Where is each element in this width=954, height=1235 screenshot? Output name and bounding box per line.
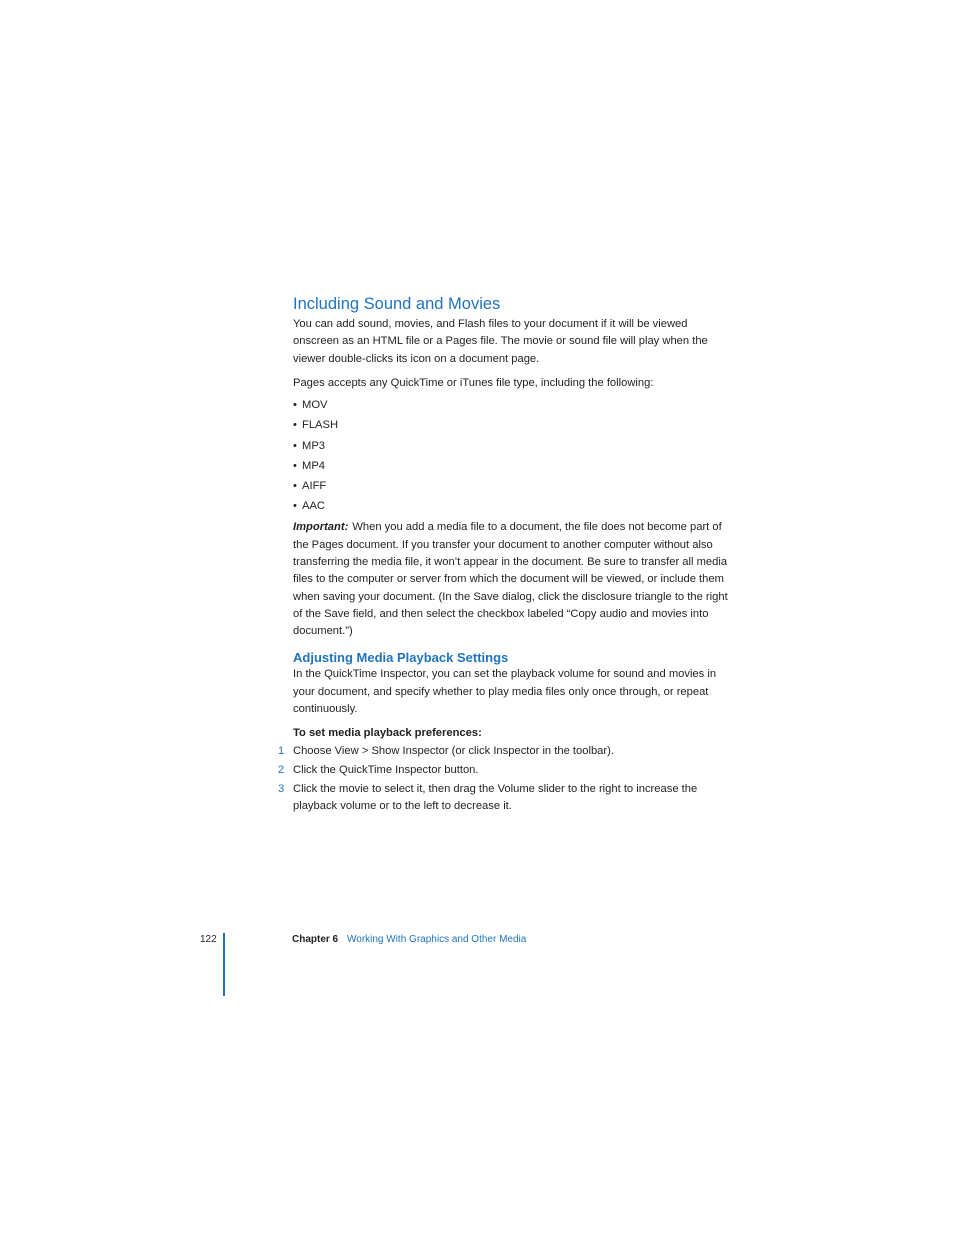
step-number: 2	[278, 763, 285, 776]
chapter-label: Chapter 6	[292, 934, 339, 945]
bullet-icon: •	[293, 500, 297, 513]
page-number: 122	[200, 934, 217, 945]
list-item: • FLASH	[293, 415, 735, 435]
accepts-paragraph: Pages accepts any QuickTime or iTunes file type, including the following:	[293, 376, 654, 389]
bullet-icon: •	[293, 479, 297, 492]
bullet-icon: •	[293, 459, 297, 472]
important-label: Important:	[293, 521, 349, 534]
list-item: • MP4	[293, 456, 735, 476]
list-item: • AIFF	[293, 476, 735, 496]
steps-list	[278, 743, 735, 816]
subsection-intro: In the QuickTime Inspector, you can set the playback volume for sound and movies in your document, and specify whether to play media files only once through, or repeat continuously.	[293, 668, 717, 715]
step-text: Choose View > Show Inspector (or click Inspector in the toolbar).	[293, 744, 614, 757]
page-content	[278, 293, 735, 816]
list-item: • MP3	[293, 436, 735, 456]
important-text: When you add a media file to a document, the file does not become part of the Pages document. If you transfer your document to another computer without also transferring the media file, it won’t appear in the document. Be sure to transfer all media files to the computer or server from which the document will be viewed, or include them when saving your document. (In the Save dialog, click the disclosure triangle to the right of the Save field, and then select the checkbox labeled “Copy audio and movies into document.”)	[293, 521, 728, 638]
bullet-icon: •	[293, 399, 297, 412]
step-number: 3	[278, 783, 285, 796]
section-title: Including Sound and Movies	[293, 295, 501, 313]
section-intro: You can add sound, movies, and Flash files to your document if it will be viewed onscreen as an HTML file or a Pages file. The movie or sound file will play when the viewer double-clicks its icon on a document page.	[293, 318, 708, 365]
subsection-title: Adjusting Media Playback Settings	[293, 650, 509, 666]
task-heading: To set media playback preferences:	[293, 727, 482, 740]
list-item: • AAC	[293, 496, 735, 516]
bullet-icon: •	[293, 419, 297, 432]
step-text: Click the movie to select it, then drag the Volume slider to the right to increase the playback volume or to the left to decrease it.	[293, 783, 698, 813]
step-item	[278, 781, 735, 816]
important-note	[293, 519, 735, 640]
step-text: Click the QuickTime Inspector button.	[293, 763, 479, 776]
bullet-icon: •	[293, 439, 297, 452]
footer-divider	[223, 933, 225, 996]
step-item	[278, 743, 735, 760]
step-item	[278, 762, 735, 779]
file-type-list	[293, 395, 735, 516]
step-number: 1	[278, 744, 285, 757]
list-item: • MOV	[293, 395, 735, 415]
chapter-title: Working With Graphics and Other Media	[347, 934, 527, 945]
